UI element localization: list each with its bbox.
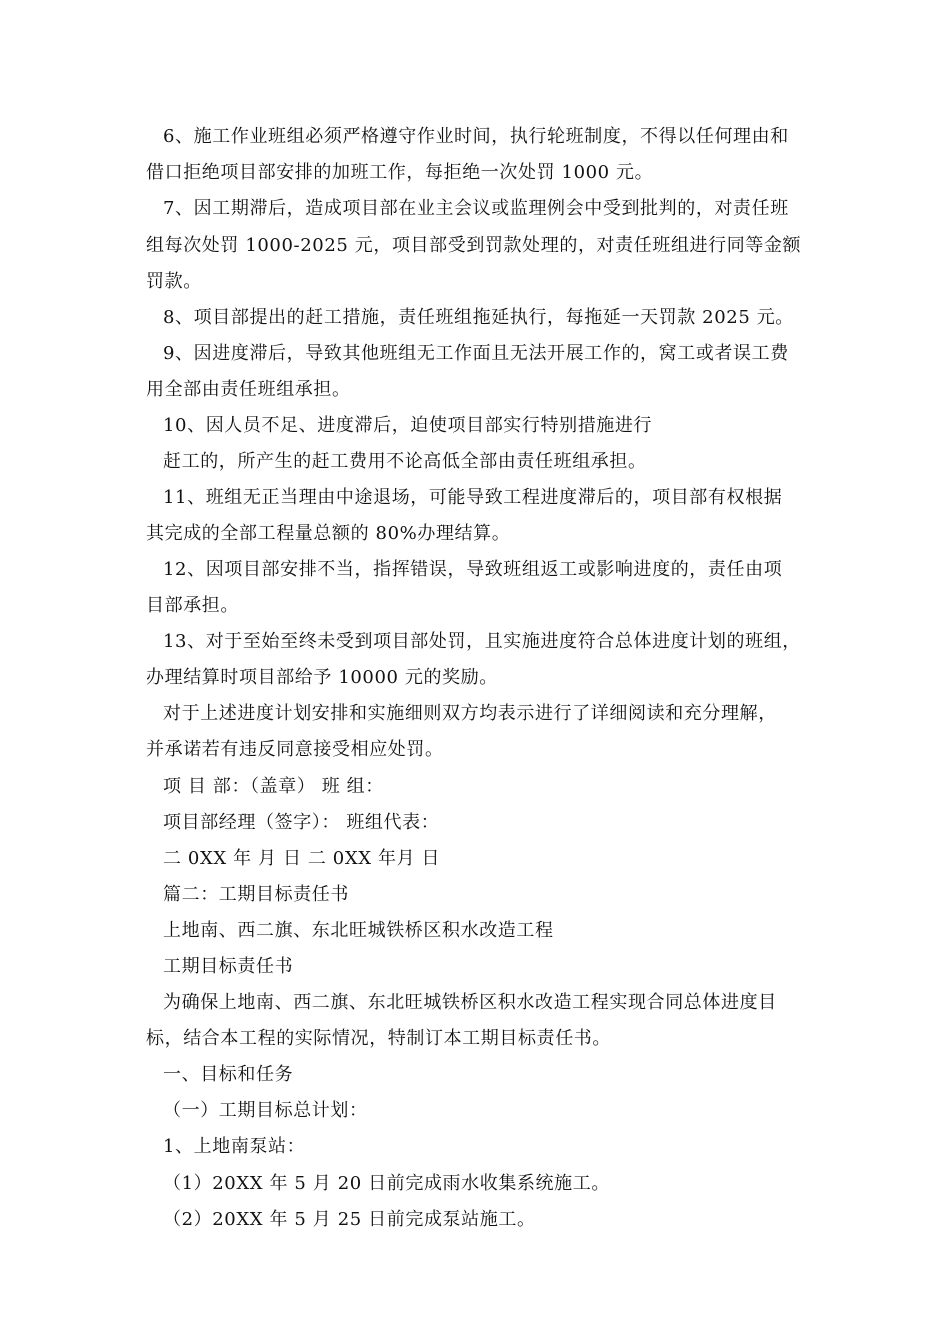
text-line-10: 赶工的，所产生的赶工费用不论高低全部由责任班组承担。: [163, 451, 647, 472]
heading-pump-station: 1、上地南泵站：: [163, 1136, 306, 1157]
text-line-5: 罚款。: [146, 271, 202, 292]
signature-project-dept: 项 目 部：（盖章） 班 组：: [163, 776, 384, 797]
text-line-26: 标，结合本工程的实际情况，特制订本工期目标责任书。: [146, 1028, 611, 1049]
heading-schedule: （一）工期目标总计划：: [163, 1100, 368, 1121]
text-line-12: 其完成的全部工程量总额的 80%办理结算。: [146, 523, 511, 544]
schedule-item-1: （1）20XX 年 5 月 20 日前完成雨水收集系统施工。: [163, 1173, 610, 1194]
text-line-3: 7、因工期滞后，造成项目部在业主会议或监理例会中受到批判的，对责任班: [163, 198, 789, 219]
heading-goals: 一、目标和任务: [163, 1064, 294, 1085]
text-line-9: 10、因人员不足、进度滞后，迫使项目部实行特别措施进行: [163, 415, 653, 436]
section-heading: 篇二：工期目标责任书: [163, 884, 349, 905]
text-line-13: 12、因项目部安排不当，指挥错误，导致班组返工或影响进度的，责任由项: [163, 559, 783, 580]
text-line-16: 办理结算时项目部给予 10000 元的奖励。: [146, 667, 498, 688]
text-line-11: 11、班组无正当理由中途退场，可能导致工程进度滞后的，项目部有权根据: [163, 487, 783, 508]
text-line-7: 9、因进度滞后，导致其他班组无工作面且无法开展工作的，窝工或者误工费: [163, 343, 789, 364]
text-line-14: 目部承担。: [146, 595, 239, 616]
text-line-1: 6、施工作业班组必须严格遵守作业时间，执行轮班制度，不得以任何理由和: [163, 126, 789, 147]
signature-date: 二 0XX 年 月 日 二 0XX 年月 日: [163, 848, 441, 869]
text-line-6: 8、项目部提出的赶工措施，责任班组拖延执行，每拖延一天罚款 2025 元。: [163, 307, 794, 328]
project-title: 上地南、西二旗、东北旺城铁桥区积水改造工程: [163, 920, 554, 941]
document-title: 工期目标责任书: [163, 956, 294, 977]
text-line-17: 对于上述进度计划安排和实施细则双方均表示进行了详细阅读和充分理解，: [163, 703, 777, 724]
signature-manager: 项目部经理（签字）： 班组代表：: [163, 812, 440, 833]
text-line-8: 用全部由责任班组承担。: [146, 379, 351, 400]
text-line-18: 并承诺若有违反同意接受相应处罚。: [146, 739, 444, 760]
text-line-4: 组每次处罚 1000-2025 元，项目部受到罚款处理的，对责任班组进行同等金额: [146, 235, 802, 256]
text-line-2: 借口拒绝项目部安排的加班工作，每拒绝一次处罚 1000 元。: [146, 162, 654, 183]
schedule-item-2: （2）20XX 年 5 月 25 日前完成泵站施工。: [163, 1209, 536, 1230]
text-line-15: 13、对于至始至终未受到项目部处罚，且实施进度符合总体进度计划的班组，: [163, 631, 801, 652]
text-line-25: 为确保上地南、西二旗、东北旺城铁桥区积水改造工程实现合同总体进度目: [163, 992, 777, 1013]
